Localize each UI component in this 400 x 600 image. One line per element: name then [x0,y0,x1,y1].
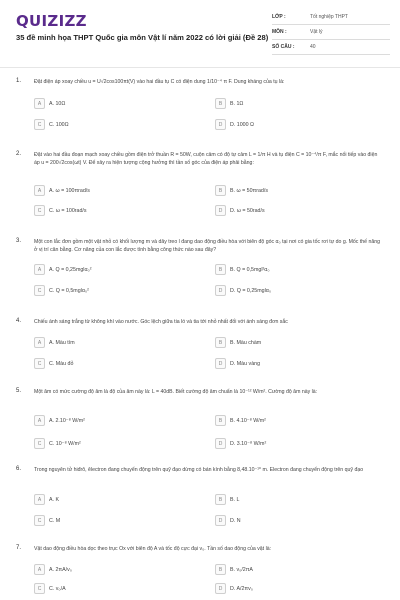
page-title: 35 đề minh họa THPT Quốc gia môn Vật lí năm 2022 có lời giải (Đề 28) [16,33,269,42]
question-number: 7. [16,545,22,551]
meta-label: MÔN : [272,29,287,35]
option-letter: D [215,438,226,449]
option-d[interactable] [215,357,385,370]
option-b[interactable] [215,563,385,576]
option-c[interactable] [34,437,204,450]
option-letter: A [34,98,45,109]
meta-value: Vật lý [310,29,323,35]
option-text: B. v₀/2πA [230,566,253,573]
option-text: A. K [49,496,60,503]
option-d[interactable] [215,437,385,450]
option-letter: C [34,583,45,594]
option-letter: D [215,358,226,369]
option-a[interactable] [34,563,204,576]
option-b[interactable] [215,493,385,506]
option-letter: C [34,119,45,130]
option-text: C. 100Ω [49,121,69,128]
option-d[interactable] [215,582,385,595]
option-text: B. ω = 50πrad/s [230,187,268,194]
option-c[interactable] [34,118,204,131]
option-text: A. ω = 100πrad/s [49,187,90,194]
option-text: D. ω = 50rad/s [230,207,265,214]
meta-value: Tốt nghiệp THPT [310,14,348,20]
option-letter: C [34,515,45,526]
option-text: A. 2πA/v₀ [49,566,72,573]
option-text: A. Màu tím [49,339,75,346]
question-number: 4. [16,318,22,324]
option-b[interactable] [215,263,385,276]
question-text: Chiếu ánh sáng trắng từ không khí vào nước. Góc lệch giữa tia ló và tia tới nhỏ nhất đối với ánh sáng đơn sắc [34,319,288,325]
option-letter: B [215,98,226,109]
option-text: C. v₀/A [49,585,66,592]
option-d[interactable] [215,284,385,297]
option-text: C. Q = 0,5mglα₀² [49,287,89,294]
option-a[interactable] [34,336,204,349]
option-b[interactable] [215,184,385,197]
question-text: Đặt vào hai đầu đoạn mạch xoay chiều gồm điện trở thuần R = 50W, cuộn cảm có độ tự cảm L = 1/π H và tụ điện C = 10⁻⁴/π F, mắc nối tiếp vào điện áp u = 200√2cos(ωt) V. Để xảy ra hiện tượng cộng hưởng thì tần số góc của điện áp phải bằng: [34,152,378,166]
option-a[interactable] [34,414,204,427]
meta-label: LỚP : [272,14,286,20]
option-c[interactable] [34,514,204,527]
option-text: D. A/2πv₀ [230,585,253,592]
option-text: C. 10⁻⁸ W/m² [49,440,81,447]
option-c[interactable] [34,357,204,370]
option-letter: A [34,415,45,426]
option-a[interactable] [34,184,204,197]
option-b[interactable] [215,336,385,349]
question-number: 6. [16,466,22,472]
option-a[interactable] [34,493,204,506]
option-text: D. N [230,517,241,524]
option-letter: C [34,285,45,296]
option-letter: D [215,205,226,216]
option-letter: A [34,337,45,348]
question-number: 3. [16,238,22,244]
option-letter: A [34,494,45,505]
option-text: D. Màu vàng [230,360,261,367]
option-letter: D [215,583,226,594]
option-text: C. M [49,517,61,524]
question-number: 2. [16,151,22,157]
quizizz-logo: QUIZIZZ [16,12,87,30]
option-letter: B [215,494,226,505]
option-a[interactable] [34,97,204,110]
option-letter: B [215,264,226,275]
option-letter: D [215,119,226,130]
option-letter: B [215,337,226,348]
worksheet-header [0,0,400,68]
meta-row-class [272,10,390,25]
option-letter: A [34,564,45,575]
option-text: D. Q = 0,25mglα₀ [230,287,272,294]
option-text: D. 3.10⁻⁸ W/m² [230,440,267,447]
option-letter: C [34,438,45,449]
option-a[interactable] [34,263,204,276]
option-text: B. 1Ω [230,100,244,107]
option-letter: A [34,185,45,196]
question-text: Một âm có mức cường độ âm là độ của âm này là: L = 40dB. Biết cường độ âm chuẩn là 10⁻¹² W/m². Cường độ âm này là: [34,389,318,395]
option-text: D. 1000 Ω [230,121,254,128]
option-letter: C [34,358,45,369]
option-c[interactable] [34,204,204,217]
option-text: B. Màu chàm [230,339,262,346]
option-c[interactable] [34,582,204,595]
question-text: Một con lắc đơn gồm một vật nhỏ có khối lượng m và dây treo l đang dao động điều hòa với biên độ góc α₀ tại nơi có gia tốc rơi tự do g. Mốc thế năng ở vị trí cân bằng. Cơ năng của con lắc được tính bằng công thức nào sau đây? [34,239,381,253]
option-b[interactable] [215,414,385,427]
option-d[interactable] [215,204,385,217]
question-text: Đặt điện áp xoay chiều u = U√2cos100πt(V) vào hai đầu tụ C có điện dung 1/10⁻⁴ π F. Dung kháng của tụ là: [34,79,285,85]
option-text: A. Q = 0,25mglα₀² [49,266,92,273]
option-letter: D [215,285,226,296]
option-text: B. L [230,496,240,503]
option-d[interactable] [215,118,385,131]
option-b[interactable] [215,97,385,110]
worksheet-meta [272,10,390,55]
question-text: Trong nguyên tử hiđrô, êlectron đang chuyển động trên quỹ đạo dừng có bán kính bằng 8,48.10⁻¹⁰ m. Electron đang chuyển động trên quỹ đạo [34,467,364,473]
option-letter: B [215,564,226,575]
option-text: A. 2.10⁻⁸ W/m² [49,417,85,424]
option-letter: B [215,185,226,196]
meta-label: SỐ CÂU : [272,44,295,50]
question-number: 1. [16,78,22,84]
option-text: C. ω = 100rad/s [49,207,87,214]
option-text: A. 10Ω [49,100,66,107]
option-letter: C [34,205,45,216]
option-letter: D [215,515,226,526]
question-text: Vật dao động điều hòa dọc theo trục Ox với biên độ A và tốc độ cực đại v₀. Tần số dao động của vật là: [34,546,272,552]
option-letter: A [34,264,45,275]
meta-row-question-count [272,40,390,55]
question-number: 5. [16,388,22,394]
option-letter: B [215,415,226,426]
option-text: B. 4.10⁻⁸ W/m² [230,417,266,424]
option-c[interactable] [34,284,204,297]
option-text: B. Q = 0,5mgl²α₀ [230,266,270,273]
option-text: C. Màu đỏ [49,360,74,367]
meta-value: 40 [310,44,316,50]
option-d[interactable] [215,514,385,527]
meta-row-subject [272,25,390,40]
